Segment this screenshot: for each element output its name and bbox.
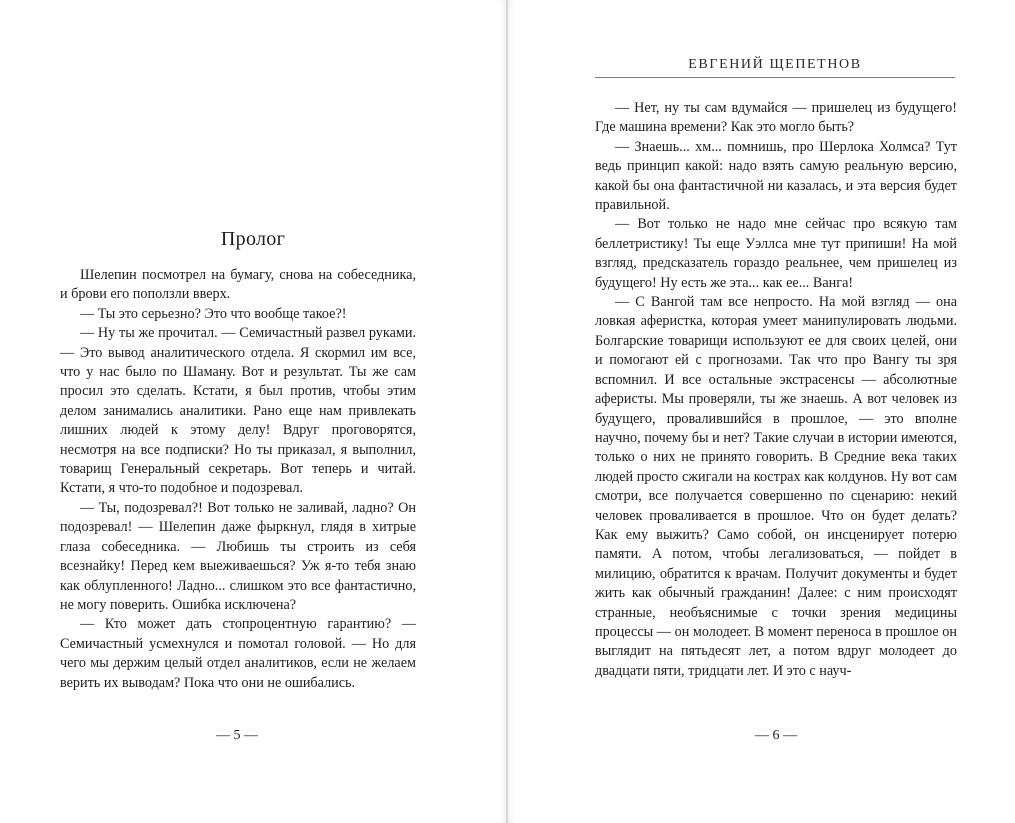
paragraph: Шелепин посмотрел на бумагу, снова на собеседника, и брови его поползли вверх. <box>60 267 416 303</box>
page-number: — 5 — <box>216 728 258 743</box>
paragraph: — Знаешь... хм... помнишь, про Шерлока Холмса? Тут ведь принцип какой: надо взять самую реальную версию, какой бы она фантастичной ни казалась, и эта версия будет правильной. <box>595 138 957 214</box>
header-rule <box>595 77 955 78</box>
paragraph: — Ты это серьезно? Это что вообще такое?! <box>80 305 347 322</box>
page-number: — 6 — <box>755 728 797 743</box>
chapter-title: Пролог <box>220 228 286 250</box>
paragraph: — Кто может дать стопроцентную гарантию? — Семичастный усмехнулся и помотал головой. — Но для чего мы держим целый отдел аналитиков, если не желаем верить их выводам? Пока что они не ошибались. <box>60 616 416 691</box>
right-page-text <box>595 99 957 681</box>
running-head: ЕВГЕНИЙ ЩЕПЕТНОВ <box>688 57 862 72</box>
paragraph: — Ты, подозревал?! Вот только не заливай, ладно? Он подозревал! — Шелепин даже фыркнул, глядя в хитрые глаза собеседника. — Любишь ты строить из себя всезнайку! Перед кем выеживаешься? Уж я-то тебя знаю как облупленного! Ладно... слишком это все фантастично, не могу поверить. Ошибка исключена? <box>60 499 416 613</box>
left-page-text <box>60 266 416 693</box>
right-page <box>508 0 1015 823</box>
paragraph: — Нет, ну ты сам вдумайся — пришелец из будущего! Где машина времени? Как это могло быть? <box>595 100 957 136</box>
paragraph: — Вот только не надо мне сейчас про всякую там беллетристику! Ты еще Уэллса мне тут припиши! На мой взгляд, предсказатель гораздо реальнее, чем пришелец из будущего! Ну есть же эта... как ее... Ванга! <box>595 216 957 291</box>
paragraph: — Ну ты же прочитал. — Семичастный развел руками. — Это вывод аналитического отдела. Я скормил им все, что у нас было по Шаману. Вот и результат. Ты же сам просил это сделать. Кстати, я был против, чтобы этим делом занимались аналитики. Рано еще нам привлекать лишних людей к этому делу! Вдруг проговорятся, несмотря на все подписки? Но ты приказал, я выполнил, товарищ Генеральный секретарь. Вот теперь и читай. Кстати, я что-то подобное и подозревал. <box>60 325 416 497</box>
left-page <box>0 0 506 823</box>
paragraph: — С Вангой там все непросто. На мой взгляд — она ловкая аферистка, которая умеет манипулировать людьми. Болгарские товарищи используют ее для своих целей, они и помогают ей с прогнозами. Так что про Вангу ты зря вспомнил. И все остальные экстрасенсы — абсолютные аферисты. Мы проверяли, ты же знаешь. А вот человек из будущего, провалившийся в прошлое, — это вполне научно, почему бы и нет? Такие случаи в истории имеются, только о них не принято говорить. В Средние века таких людей просто сжигали на кострах как колдунов. Ну вот сам смотри, все получается совершенно по сценарию: некий человек проваливается в прошлое. Что он будет делать? Как ему выжить? Само собой, он инсценирует потерю памяти. А потом, чтобы легализоваться, — пойдет в милицию, обратится к врачам. Получит документы и будет жить как обычный гражданин! Далее: с ним происходят странные, необъяснимые с точки зрения медицины процессы — он молодеет. В момент переноса в прошлое он выглядит на пятьдесят лет, а потом вдруг молодеет до двадцати пяти, тридцати лет. И это с науч- <box>595 294 957 679</box>
